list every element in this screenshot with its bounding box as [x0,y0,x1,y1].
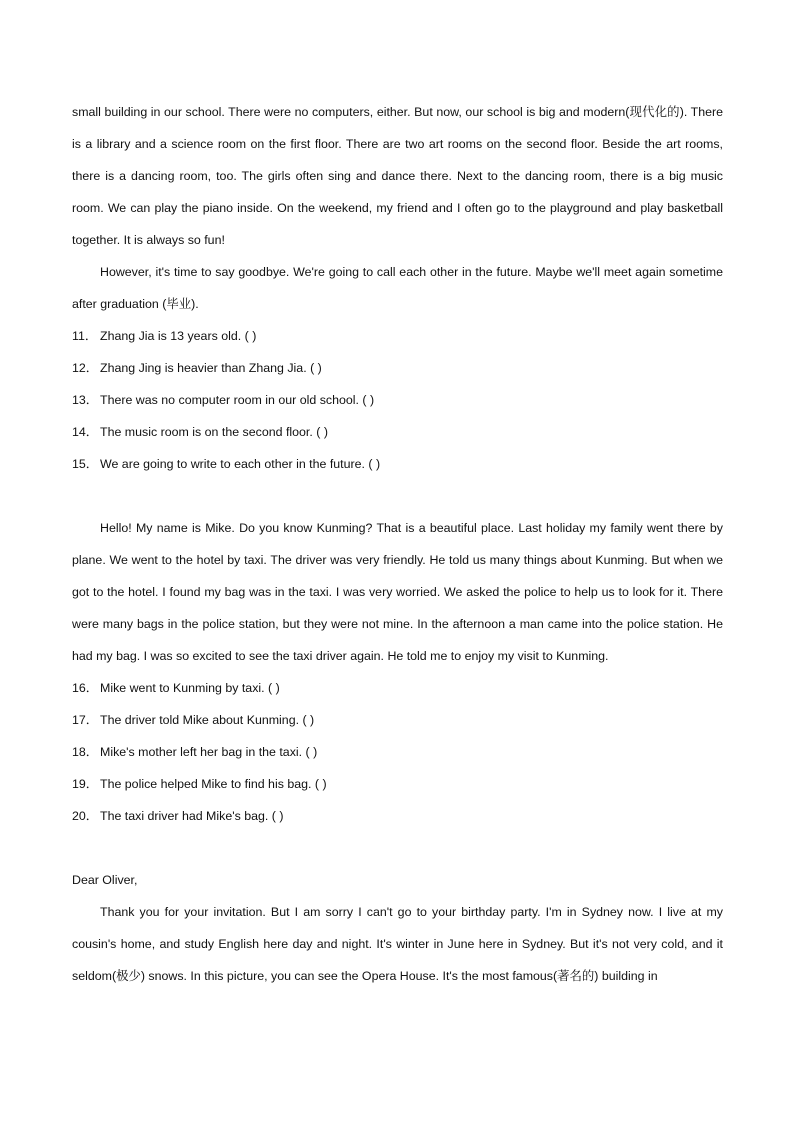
question-text: The taxi driver had Mike's bag. ( ) [100,809,284,823]
question-item [72,384,723,416]
passage-paragraph: small building in our school. There were no computers, either. But now, our school is big and modern(现代化的). There is a library and a science room on the first floor. There are two art rooms on the second floor. Beside the art rooms, there is a dancing room, too. The girls often sing and dance there. Next to the dancing room, there is a big music room. We can play the piano inside. On the weekend, my friend and I often go to the playground and play basketball together. It is always so fun! [72,105,723,247]
question-item [72,704,723,736]
page-content [72,96,723,992]
question-item [72,768,723,800]
question-number: 12． [72,361,99,375]
question-item [72,416,723,448]
question-number: 19． [72,777,99,791]
passage-paragraph: However, it's time to say goodbye. We're going to call each other in the future. Maybe we'll meet again sometime after graduation (毕业). [72,265,723,311]
question-text: Zhang Jing is heavier than Zhang Jia. ( ) [100,361,322,375]
question-item [72,800,723,832]
question-number: 18． [72,745,99,759]
question-text: The music room is on the second floor. ( ) [100,425,328,439]
question-text: The police helped Mike to find his bag. ( ) [100,777,327,791]
question-number: 20． [72,809,99,823]
letter-salutation: Dear Oliver, [72,873,138,887]
question-text: The driver told Mike about Kunming. ( ) [100,713,315,727]
question-number: 13． [72,393,99,407]
question-item [72,448,723,480]
question-number: 11． [72,329,98,343]
question-text: Zhang Jia is 13 years old. ( ) [100,329,257,343]
question-item [72,352,723,384]
passage-paragraph: Hello! My name is Mike. Do you know Kunming? That is a beautiful place. Last holiday my family went there by plane. We went to the hotel by taxi. The driver was very friendly. He told us many things about Kunming. But when we got to the hotel. I found my bag was in the taxi. I was very worried. We asked the police to help us to look for it. There were many bags in the police station, but they were not mine. In the afternoon a man came into the police station. He had my bag. I was so excited to see the taxi driver again. He told me to enjoy my visit to Kunming. [72,521,723,663]
question-text: Mike went to Kunming by taxi. ( ) [100,681,280,695]
question-text: Mike's mother left her bag in the taxi. ( ) [100,745,318,759]
question-item [72,736,723,768]
section-spacer [72,480,723,512]
question-number: 14． [72,425,99,439]
question-text: We are going to write to each other in the future. ( ) [100,457,381,471]
section-spacer [72,832,723,864]
question-text: There was no computer room in our old school. ( ) [100,393,375,407]
question-item [72,320,723,352]
question-number: 15． [72,457,99,471]
question-number: 16． [72,681,99,695]
question-number: 17． [72,713,99,727]
question-item [72,672,723,704]
letter-paragraph: Thank you for your invitation. But I am sorry I can't go to your birthday party. I'm in Sydney now. I live at my cousin's home, and study English here day and night. It's winter in June here in Sydney. But it's not very cold, and it seldom(极少) snows. In this picture, you can see the Opera House. It's the most famous(著名的) building in [72,905,723,983]
